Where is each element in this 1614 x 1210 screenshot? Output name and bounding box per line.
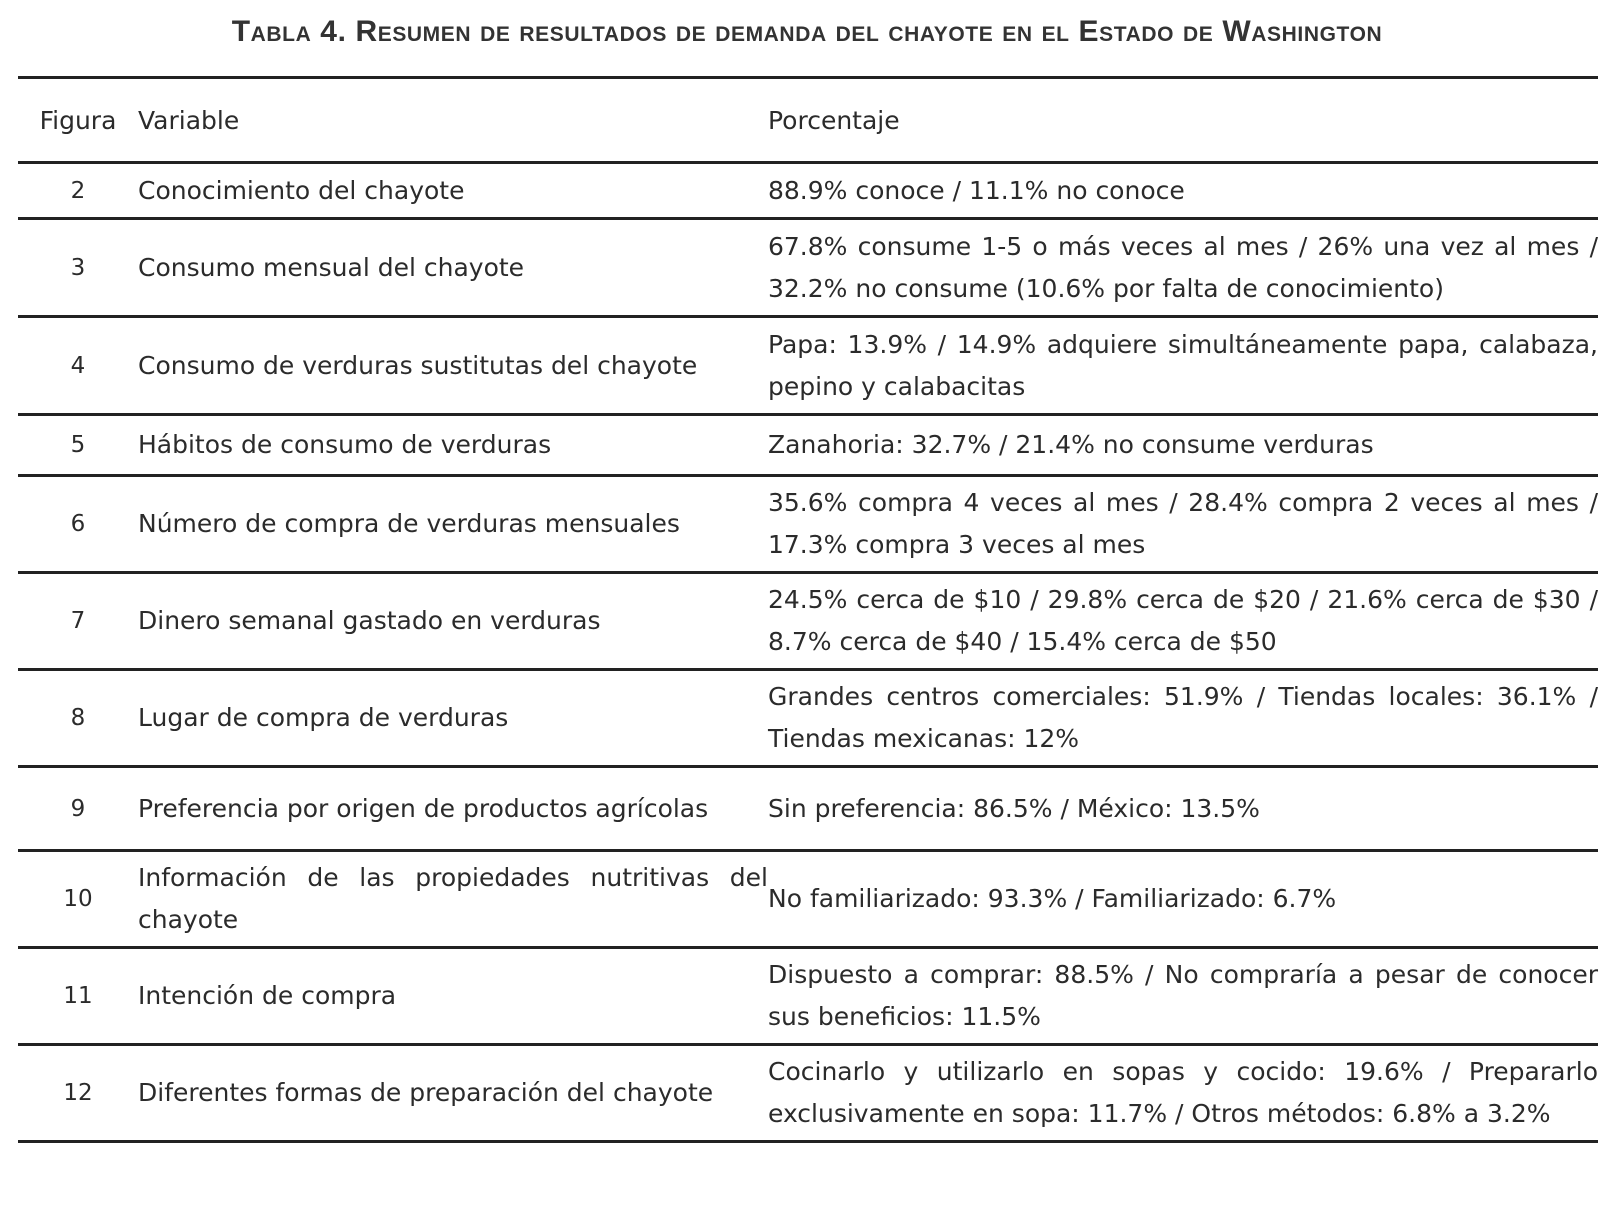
figura-cell: 12 bbox=[63, 1080, 93, 1106]
column-header-figura: Figura bbox=[39, 105, 117, 135]
variable-cell: Preferencia por origen de productos agrícolas bbox=[138, 793, 709, 823]
variable-cell: Diferentes formas de preparación del chayote bbox=[138, 1078, 714, 1107]
porcentaje-cell: No familiarizado: 93.3% / Familiarizado: 6.7% bbox=[768, 884, 1337, 913]
column-header-variable: Variable bbox=[138, 105, 240, 135]
figura-cell: 3 bbox=[70, 254, 86, 281]
porcentaje-cell: Zanahoria: 32.7% / 21.4% no consume verduras bbox=[768, 430, 1374, 459]
variable-cell: Lugar de compra de verduras bbox=[138, 703, 509, 732]
table-header bbox=[18, 78, 1598, 163]
variable-cell: Dinero semanal gastado en verduras bbox=[138, 606, 601, 635]
figura-cell: 9 bbox=[70, 795, 86, 822]
table-body bbox=[18, 163, 1598, 1142]
table-row bbox=[18, 573, 1598, 670]
header-row bbox=[18, 78, 1598, 163]
porcentaje-cell: Dispuesto a comprar: 88.5% / No compraría a pesar de conocer sus beneficios: 11.5% bbox=[768, 960, 1598, 1031]
table-row bbox=[18, 1045, 1598, 1142]
porcentaje-cell: 67.8% consume 1-5 o más veces al mes / 26% una vez al mes / 32.2% no consume (10.6% por falta de conocimiento) bbox=[768, 231, 1598, 303]
variable-cell: Hábitos de consumo de verduras bbox=[138, 430, 552, 459]
variable-cell: Conocimiento del chayote bbox=[138, 175, 465, 205]
figura-cell: 11 bbox=[63, 983, 93, 1009]
table-row bbox=[18, 948, 1598, 1045]
porcentaje-cell: 24.5% cerca de $10 / 29.8% cerca de $20 / 21.6% cerca de $30 / 8.7% cerca de $40 / 15.4% cerca de $50 bbox=[768, 585, 1598, 656]
table-row bbox=[18, 317, 1598, 415]
porcentaje-cell: Sin preferencia: 86.5% / México: 13.5% bbox=[768, 793, 1260, 823]
table-row bbox=[18, 415, 1598, 476]
figura-cell: 8 bbox=[70, 705, 86, 731]
figura-cell: 4 bbox=[70, 352, 86, 379]
table-row bbox=[18, 851, 1598, 948]
table-row bbox=[18, 767, 1598, 851]
porcentaje-cell: Grandes centros comerciales: 51.9% / Tiendas locales: 36.1% / Tiendas mexicanas: 12% bbox=[768, 682, 1598, 753]
figura-cell: 6 bbox=[70, 511, 86, 537]
results-table bbox=[18, 76, 1598, 1143]
table-row bbox=[18, 670, 1598, 767]
variable-cell: Intención de compra bbox=[138, 981, 397, 1010]
figura-cell: 10 bbox=[63, 886, 93, 912]
table-row bbox=[18, 163, 1598, 219]
table-row bbox=[18, 476, 1598, 573]
porcentaje-cell: Cocinarlo y utilizarlo en sopas y cocido: 19.6% / Prepararlo exclusivamente en sopa: 11.7% / Otros métodos: 6.8% a 3.2% bbox=[768, 1057, 1598, 1128]
porcentaje-cell: 35.6% compra 4 veces al mes / 28.4% compra 2 veces al mes / 17.3% compra 3 veces al mes bbox=[768, 488, 1598, 559]
figura-cell: 2 bbox=[70, 177, 86, 204]
table-title: Tabla 4. Resumen de resultados de demanda del chayote en el Estado de Washington bbox=[231, 15, 1383, 48]
figura-cell: 7 bbox=[70, 608, 86, 634]
column-header-porcentaje: Porcentaje bbox=[768, 105, 900, 135]
variable-cell: Consumo mensual del chayote bbox=[138, 252, 525, 282]
porcentaje-cell: 88.9% conoce / 11.1% no conoce bbox=[768, 175, 1185, 205]
table-row bbox=[18, 219, 1598, 317]
variable-cell: Número de compra de verduras mensuales bbox=[138, 509, 680, 538]
variable-cell: Consumo de verduras sustitutas del chayote bbox=[138, 350, 698, 380]
porcentaje-cell: Papa: 13.9% / 14.9% adquiere simultáneamente papa, calabaza, pepino y calabacitas bbox=[768, 329, 1598, 401]
figura-cell: 5 bbox=[70, 432, 86, 458]
variable-cell: Información de las propiedades nutritivas del chayote bbox=[138, 863, 768, 934]
